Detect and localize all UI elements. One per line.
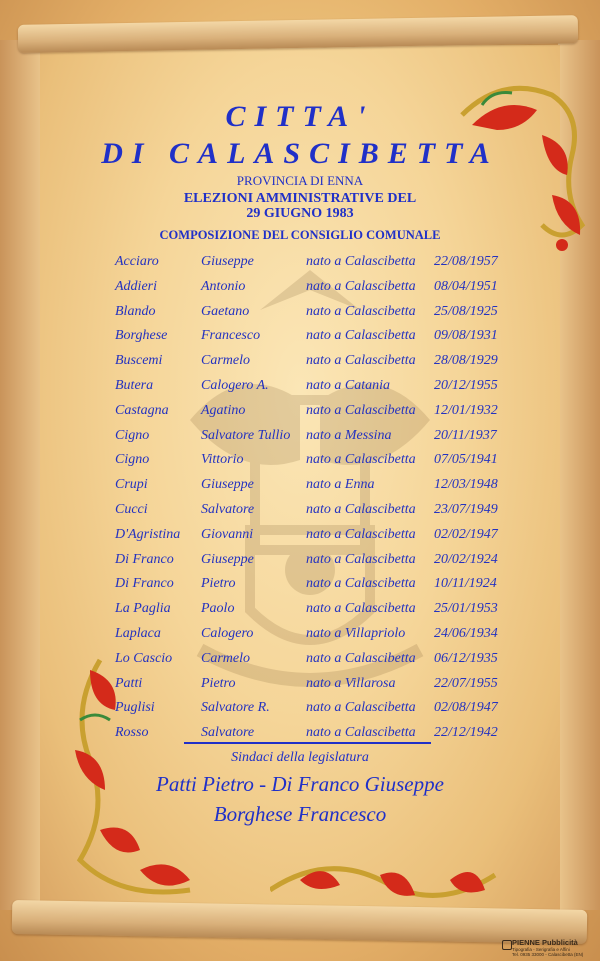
member-surname: Di Franco — [115, 551, 174, 567]
member-birthdate: 24/06/1934 — [434, 625, 498, 641]
member-name: Giuseppe — [201, 477, 254, 493]
member-birthdate: 12/03/1948 — [434, 477, 498, 493]
member-birthdate: 22/12/1942 — [434, 725, 498, 741]
province-label: PROVINCIA DI ENNA — [236, 173, 364, 188]
list-item — [0, 473, 600, 498]
member-surname: Rosso — [115, 725, 149, 741]
list-item — [0, 622, 600, 647]
member-birthdate: 22/07/1955 — [434, 675, 498, 691]
member-surname: Cigno — [115, 452, 150, 468]
member-birthdate: 23/07/1949 — [434, 501, 498, 517]
floral-ornament-icon — [270, 850, 500, 915]
member-birthplace: nato a Calascibetta — [306, 551, 416, 567]
member-birthplace: nato a Calascibetta — [306, 501, 416, 517]
page-title-line2: DI CALASCIBETTA — [101, 137, 499, 170]
member-surname: Puglisi — [115, 700, 155, 716]
member-birthdate: 10/11/1924 — [434, 576, 497, 592]
member-surname: Cucci — [115, 501, 148, 517]
member-birthdate: 02/08/1947 — [434, 700, 498, 716]
member-name: Giuseppe — [201, 254, 254, 269]
member-name: Giuseppe — [201, 551, 254, 567]
member-surname: Buscemi — [115, 353, 163, 369]
member-birthplace: nato a Villarosa — [306, 675, 396, 691]
member-birthplace: nato a Calascibetta — [306, 576, 416, 592]
member-birthdate: 20/02/1924 — [434, 551, 498, 567]
list-item — [0, 349, 600, 374]
mayors-heading: Sindaci della legislatura — [231, 750, 369, 765]
member-name: Pietro — [201, 576, 236, 592]
election-title-line1: ELEZIONI AMMINISTRATIVE DEL — [183, 191, 417, 206]
member-surname: Castagna — [115, 402, 169, 418]
member-birthdate: 02/02/1947 — [434, 526, 498, 542]
printer-logo-icon — [502, 940, 512, 950]
printer-contact: Tel. 0935 33000 - Calascibetta (EN) — [512, 952, 584, 957]
member-surname: Patti — [115, 675, 143, 691]
list-item — [0, 597, 600, 622]
member-name: Salvatore — [201, 725, 255, 741]
list-item — [0, 250, 600, 275]
member-birthdate: 07/05/1941 — [434, 452, 498, 468]
list-item — [0, 696, 600, 721]
member-surname: D'Agristina — [115, 526, 181, 542]
election-title-line2: 29 GIUGNO 1983 — [246, 206, 354, 221]
member-name: Gaetano — [201, 303, 250, 319]
member-birthdate: 12/01/1932 — [434, 402, 498, 418]
member-name: Agatino — [201, 402, 246, 418]
list-item — [0, 647, 600, 672]
member-surname: La Paglia — [115, 601, 171, 617]
list-item — [0, 300, 600, 325]
member-name: Salvatore R. — [201, 700, 270, 716]
list-item — [0, 498, 600, 523]
member-surname: Crupi — [115, 477, 148, 493]
member-birthplace: nato a Calascibetta — [306, 254, 416, 269]
member-birthplace: nato a Enna — [306, 477, 375, 493]
member-surname: Di Franco — [115, 576, 174, 592]
member-surname: Butera — [115, 377, 154, 393]
member-surname: Laplaca — [115, 625, 161, 641]
member-name: Vittorio — [201, 452, 244, 468]
member-birthdate: 25/08/1925 — [434, 303, 498, 319]
member-birthplace: nato a Calascibetta — [306, 725, 416, 741]
member-birthplace: nato a Calascibetta — [306, 402, 416, 418]
member-name: Antonio — [201, 278, 246, 294]
member-name: Calogero A. — [201, 377, 269, 393]
list-item — [0, 523, 600, 548]
member-birthplace: nato a Calascibetta — [306, 601, 416, 617]
list-item — [0, 672, 600, 697]
member-birthdate: 08/04/1951 — [434, 278, 498, 294]
list-item — [0, 448, 600, 473]
member-name: Pietro — [201, 675, 236, 691]
list-item — [0, 572, 600, 597]
member-name: Francesco — [201, 328, 261, 344]
member-birthdate: 22/08/1957 — [434, 254, 498, 269]
member-birthplace: nato a Messina — [306, 427, 392, 443]
list-item — [0, 275, 600, 300]
mayors-names-line1: Patti Pietro - Di Franco Giuseppe — [156, 772, 444, 796]
mayors-names-line2: Borghese Francesco — [213, 802, 387, 826]
member-surname: Blando — [115, 303, 156, 319]
divider — [184, 742, 431, 744]
member-birthplace: nato a Calascibetta — [306, 650, 416, 666]
member-birthdate: 09/08/1931 — [434, 328, 498, 344]
member-birthplace: nato a Calascibetta — [306, 278, 416, 294]
page-title-line1: CITTA' — [225, 100, 375, 133]
member-name: Giovanni — [201, 526, 254, 542]
member-birthplace: nato a Calascibetta — [306, 452, 416, 468]
member-birthplace: nato a Villapriolo — [306, 625, 406, 641]
member-birthplace: nato a Catania — [306, 377, 391, 393]
council-member-list — [0, 250, 600, 746]
member-birthplace: nato a Calascibetta — [306, 303, 416, 319]
printer-credit — [512, 938, 598, 957]
member-name: Carmelo — [201, 650, 250, 666]
member-birthdate: 20/12/1955 — [434, 377, 498, 393]
member-birthplace: nato a Calascibetta — [306, 526, 416, 542]
member-name: Calogero — [201, 625, 254, 641]
member-name: Carmelo — [201, 353, 250, 369]
council-heading: COMPOSIZIONE DEL CONSIGLIO COMUNALE — [159, 228, 441, 242]
printer-services: Tipografia - Serigrafia e Affini — [512, 947, 570, 952]
member-surname: Addieri — [115, 278, 157, 294]
list-item — [0, 324, 600, 349]
list-item — [0, 399, 600, 424]
member-name: Paolo — [201, 601, 235, 617]
member-birthdate: 06/12/1935 — [434, 650, 498, 666]
member-surname: Lo Cascio — [115, 650, 173, 666]
list-item — [0, 424, 600, 449]
list-item — [0, 374, 600, 399]
member-birthdate: 25/01/1953 — [434, 601, 498, 617]
member-name: Salvatore Tullio — [201, 427, 291, 443]
printer-brand: PIENNE Pubblicità — [512, 938, 578, 947]
member-surname: Acciaro — [115, 254, 159, 269]
member-name: Salvatore — [201, 501, 255, 517]
member-birthplace: nato a Calascibetta — [306, 700, 416, 716]
member-birthdate: 20/11/1937 — [434, 427, 497, 443]
list-item — [0, 548, 600, 573]
member-birthdate: 28/08/1929 — [434, 353, 498, 369]
member-birthplace: nato a Calascibetta — [306, 328, 416, 344]
member-birthplace: nato a Calascibetta — [306, 353, 416, 369]
member-surname: Borghese — [115, 328, 168, 344]
member-surname: Cigno — [115, 427, 150, 443]
